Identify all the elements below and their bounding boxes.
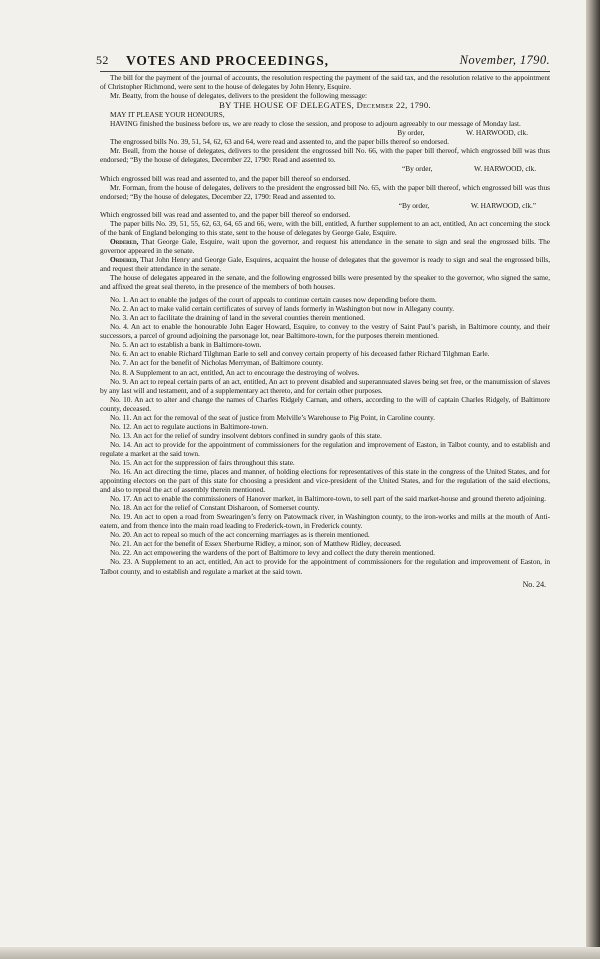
order-lead: Ordered,: [110, 236, 139, 246]
page-edge-shadow: [586, 0, 600, 959]
act-item: No. 4. An act to enable the honourable John Eager Howard, Esquire, to convey to the vestry of Saint Paul’s parish, in Baltimore county, and their successors, a parcel of ground adjoining the parsonage lot, near Baltimore-town, for the purposes therein mentioned.: [100, 322, 550, 341]
act-item: No. 20. An act to repeal so much of the act concerning marriages as is therein mentioned.: [110, 530, 370, 540]
page-number: 52: [96, 53, 109, 67]
act-item: No. 10. An act to alter and change the names of Charles Ridgely Carnan, and others, according to the will of captain Charles Ridgely, of Baltimore county, deceased.: [100, 394, 550, 413]
order-lead: Ordered,: [110, 254, 139, 264]
paragraph: Which engrossed bill was read and assented to, and the paper bill thereof so endorsed.: [100, 173, 351, 183]
signature-by: “By order,: [398, 200, 430, 210]
act-item: No. 16. An act directing the time, places and manner, of holding elections for representatives of this state in the congress of the United States, and for appointing electors on the part of this state for choosing a president and vice-president of the United States, and for the regulation of the said elections, and also to repeal the act of assembly therein mentioned.: [100, 467, 550, 495]
act-item: No. 13. An act for the relief of sundry insolvent debtors confined in sundry gaols of this state.: [110, 430, 382, 440]
paragraph: Mr. Beatty, from the house of delegates, delivers to the president the following message:: [110, 91, 367, 101]
message-heading: BY THE HOUSE OF DELEGATES, December 22, 1790.: [219, 100, 431, 111]
page-title: VOTES AND PROCEEDINGS,: [126, 53, 329, 68]
catchword: No. 24.: [522, 579, 546, 589]
order-text: That George Gale, Esquire, wait upon the governor, and request his attendance in the senate to sign and seal the engrossed bills. The governor appeared in the senate.: [100, 236, 550, 255]
act-item: No. 14. An act to provide for the appointment of commissioners for the regulation and improvement of Easton, in Talbot county, and to establish and regulate a market at the said town.: [100, 439, 550, 458]
act-item: No. 21. An act for the benefit of Essex Sherburne Ridley, a minor, son of Matthew Ridley, deceased.: [110, 539, 402, 549]
paragraph: Mr. Forman, from the house of delegates, delivers to the president the engrossed bill No. 65, with the paper bill thereof, which engrossed bill was thus endorsed; “By the house of delegates, December 22, 1790: Read and assented to.: [100, 182, 550, 201]
act-item: No. 6. An act to enable Richard Tilghman Earle to sell and convey certain property of his deceased father Richard Tilghman Earle.: [110, 349, 490, 359]
paragraph: The house of delegates appeared in the senate, and the following engrossed bills were presented by the speaker to the governor, who signed the same, and affixed the great seal thereto, in the presence of the members of both houses.: [100, 273, 550, 292]
act-item: No. 2. An act to make valid certain certificates of survey of lands formerly in Washington but now in Allegany county.: [110, 304, 455, 314]
act-item: No. 18. An act for the relief of Constant Disharoon, of Somerset county.: [110, 503, 320, 513]
order-text: That John Henry and George Gale, Esquires, acquaint the house of delegates that the governor is ready to sign and seal the engrossed bills, and request their attendance in the senate.: [100, 254, 550, 273]
act-item: No. 11. An act for the removal of the seat of justice from Melville’s Warehouse to Pig Point, in Caroline county.: [110, 412, 435, 422]
order-paragraph: [100, 237, 550, 255]
act-item: No. 7. An act for the benefit of Nicholas Merryman, of Baltimore county.: [110, 358, 324, 368]
signature-name: W. HARWOOD, clk.: [474, 164, 536, 174]
message-address: MAY IT PLEASE YOUR HONOURS,: [110, 110, 225, 120]
order-paragraph: [100, 255, 550, 273]
signature-block: [100, 164, 550, 173]
signature-by: “By order,: [401, 164, 433, 174]
act-item: No. 23. A Supplement to an act, entitled, An act to provide for the appointment of commissioners for the regulation and improvement of Easton, in Talbot county, and to establish and regulate a market at the said town.: [100, 557, 550, 576]
act-item: No. 15. An act for the suppression of fairs throughout this state.: [110, 457, 295, 467]
signature-name: W. HARWOOD, clk.: [466, 128, 528, 138]
page-content: [96, 52, 550, 589]
act-item: No. 8. A Supplement to an act, entitled, An act to encourage the destroying of wolves.: [110, 367, 360, 377]
signature-block: [100, 128, 550, 137]
paragraph: The paper bills No. 39, 51, 55, 62, 63, 64, 65 and 66, were, with the bill, entitled, A further supplement to an act, entitled, An act concerning the stock of the bank of England belonging to this state, sent to the house of delegates by George Gale, Esquire.: [100, 218, 550, 237]
act-item: No. 12. An act to regulate auctions in Baltimore-town.: [110, 421, 269, 431]
paragraph: Which engrossed bill was read and assented to, and the paper bill thereof so endorsed.: [100, 209, 351, 219]
act-item: No. 22. An act empowering the wardens of the port of Baltimore to levy and collect the duty therein mentioned.: [110, 548, 435, 558]
act-item: No. 1. An act to enable the judges of the court of appeals to continue certain causes now depending before them.: [110, 295, 437, 305]
act-item: No. 9. An act to repeal certain parts of an act, entitled, An act to prevent disabled and superannuated slaves being set free, or the manumission of slaves by any last will and testament, and of a supplementary act thereto, and for certain other purposes.: [100, 376, 550, 395]
header-rule: [100, 71, 550, 72]
signature-block: [100, 201, 550, 210]
act-item: No. 19. An act to open a road from Swearingen’s ferry on Patowmack river, in Washington county, to the iron-works and mills at the mouth of Anti-eatem, and from thence into the main road leading to Frederick-town, in Frederick county.: [100, 512, 550, 531]
act-item: No. 5. An act to establish a bank in Baltimore-town.: [110, 340, 262, 350]
running-head: [96, 52, 550, 69]
paragraph: HAVING finished the business before us, we are ready to close the session, and propose to adjourn agreeably to our message of Monday last.: [110, 119, 521, 129]
signature-name: W. HARWOOD, clk.”: [470, 200, 536, 210]
paragraph: The engrossed bills No. 39, 51, 54, 62, 63 and 64, were read and assented to, and the paper bills thereof so endorsed.: [110, 137, 449, 147]
paragraph: Mr. Beall, from the house of delegates, delivers to the president the engrossed bill No. 66, with the paper bill thereof, which engrossed bill was thus endorsed; “By the house of delegates, December 22, 1790: Read and assented to.: [100, 146, 550, 165]
page-date: November, 1790.: [459, 53, 550, 67]
act-item: No. 3. An act to facilitate the draining of land in the several counties therein mentioned.: [110, 313, 365, 323]
act-item: No. 17. An act to enable the commissioners of Hanover market, in Baltimore-town, to sell part of the said market-house and ground thereto adjoining.: [110, 494, 546, 504]
page-bottom-edge: [0, 947, 600, 959]
paragraph: The bill for the payment of the journal of accounts, the resolution respecting the payment of the said tax, and the resolution relative to the appointment of Christopher Richmond, were sent to the house of delegates by John Henry, Esquire.: [100, 73, 550, 92]
acts-list: [100, 295, 550, 575]
signature-by: By order,: [397, 128, 425, 138]
